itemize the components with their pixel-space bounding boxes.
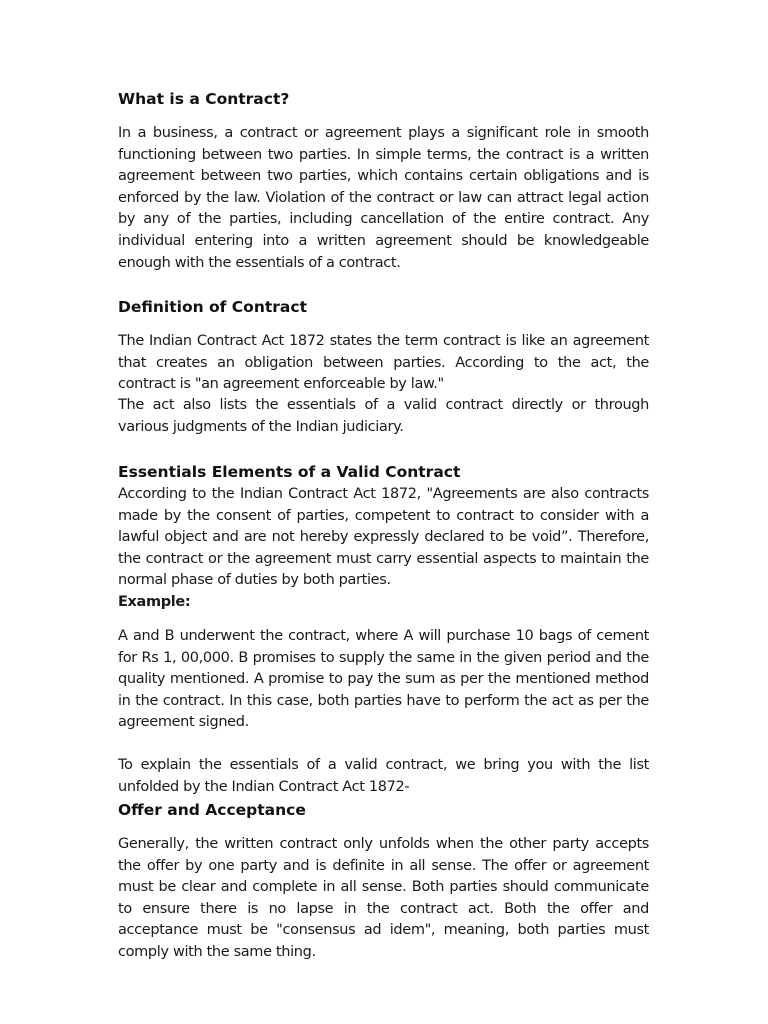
paragraph-offer-and-acceptance: Generally, the written contract only unfolds when the other party accepts the offer by one party and is definite in all sense. The offer or agreement must be clear and complete in all sense. Both parties should communicate to ensure there is no lapse in the contract act. Both the offer and acceptance must be "consensus ad idem", meaning, both parties must comply with the same thing.: [118, 836, 649, 960]
paragraph-essentials: According to the Indian Contract Act 1872, "Agreements are also contracts made by the consent of parties, competent to contract to consider with a lawful object and are not hereby expressly declared to be void”. Therefore, the contract or the agreement must carry essential aspects to maintain the normal phase of duties by both parties.: [118, 486, 649, 589]
paragraph-definition-2: The act also lists the essentials of a valid contract directly or through various judgments of the Indian judiciary.: [118, 397, 649, 435]
example-label: Example:: [118, 594, 191, 610]
paragraph-what-is-contract: In a business, a contract or agreement plays a significant role in smooth functioning between two parties. In simple terms, the contract is a written agreement between two parties, which contains certain obligations and is enforced by the law. Violation of the contract or law can attract legal action by any of the parties, including cancellation of the entire contract. Any individual entering into a written agreement should be knowledgeable enough with the essentials of a contract.: [118, 125, 649, 271]
heading-what-is-contract: What is a Contract?: [118, 90, 290, 108]
paragraph-explain-essentials: To explain the essentials of a valid contract, we bring you with the list unfolded by the Indian Contract Act 1872-: [118, 757, 649, 795]
heading-offer-and-acceptance: Offer and Acceptance: [118, 801, 306, 819]
heading-essentials-elements: Essentials Elements of a Valid Contract: [118, 463, 461, 481]
paragraph-example: A and B underwent the contract, where A will purchase 10 bags of cement for Rs 1, 00,000. B promises to supply the same in the given period and the quality mentioned. A promise to pay the sum as per the mentioned method in the contract. In this case, both parties have to perform the act as per the agreement signed.: [118, 628, 649, 731]
paragraph-definition-1: The Indian Contract Act 1872 states the term contract is like an agreement that creates an obligation between parties. According to the act, the contract is "an agreement enforceable by law.": [118, 333, 649, 393]
heading-definition-of-contract: Definition of Contract: [118, 298, 307, 316]
